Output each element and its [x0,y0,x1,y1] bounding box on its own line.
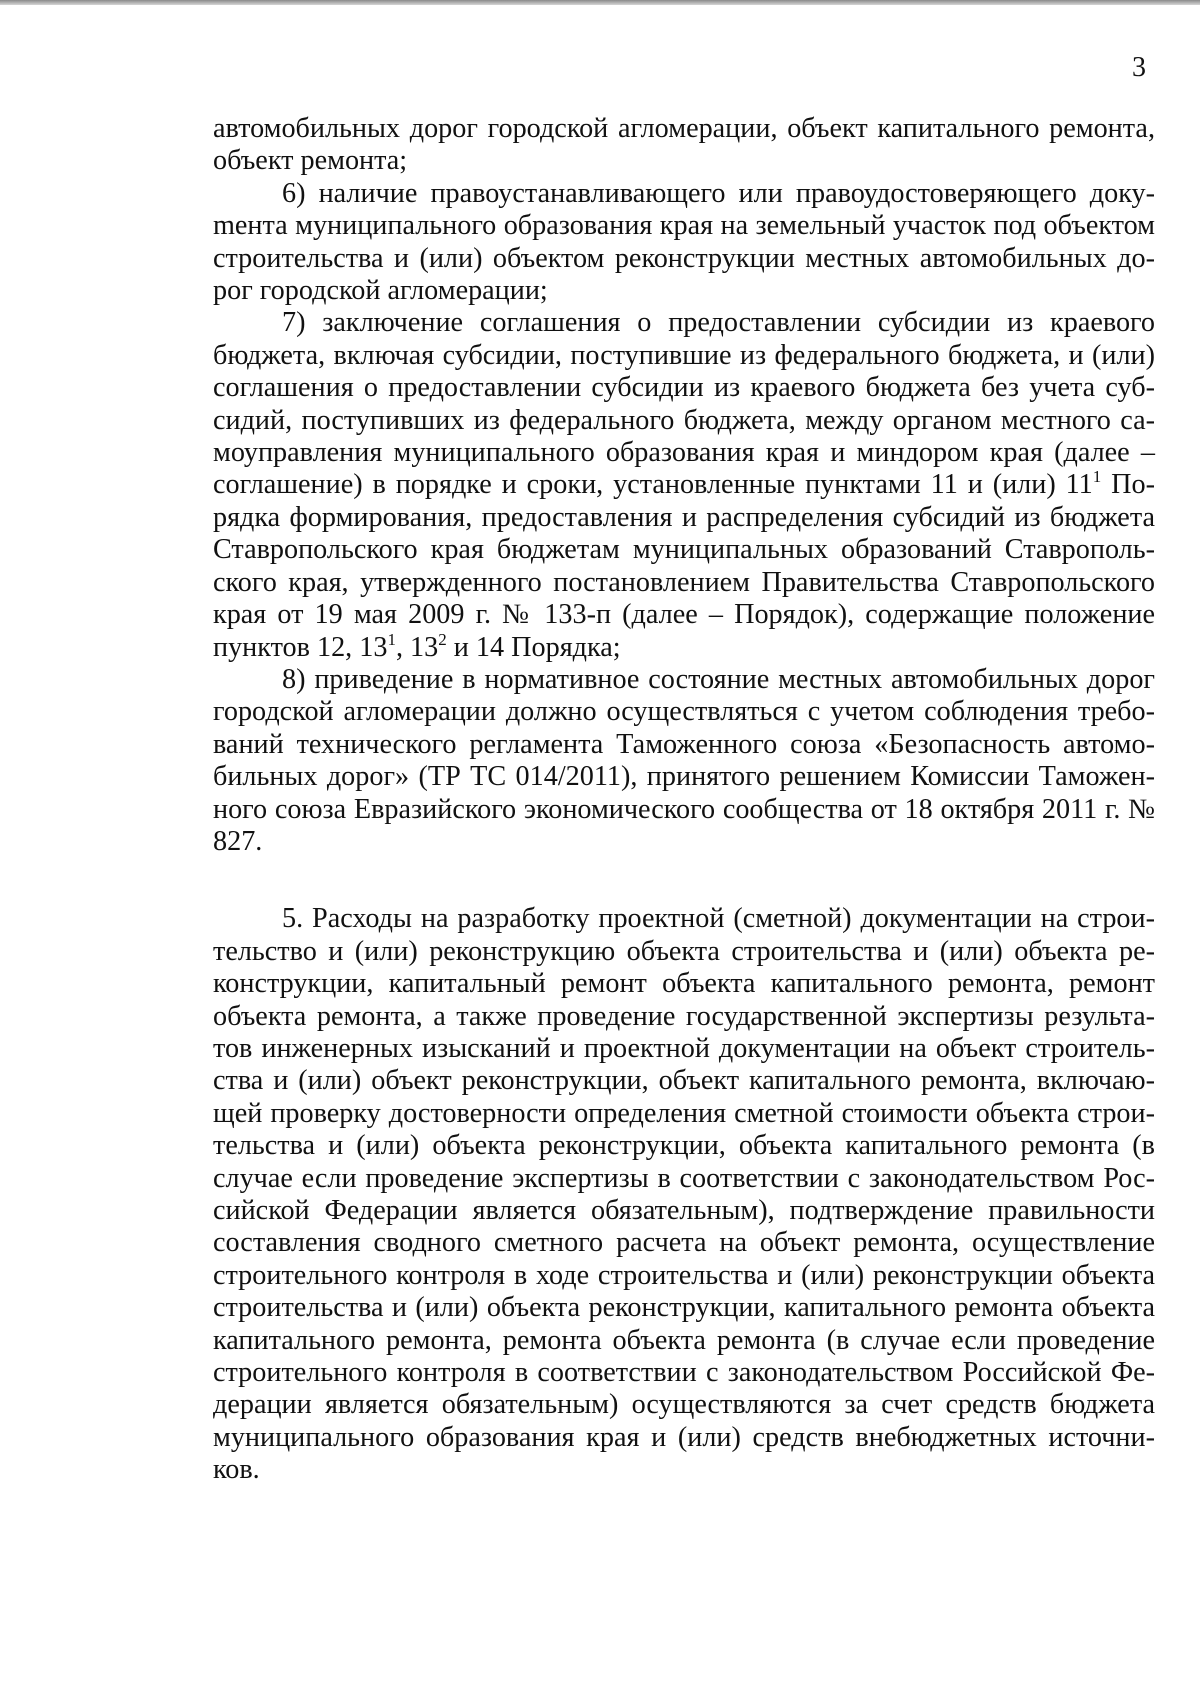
paragraph-continuation: автомобильных дорог городской агломерации, объект капитального ремонта, объект ремонта; [213,113,1155,177]
paragraph-item-7-part-d: и 14 Порядка; [446,631,621,663]
paragraph-item-7-part-c: , 13 [395,631,439,663]
paragraph-spacer [213,858,1155,903]
scan-top-edge [0,0,1200,5]
paragraph-item-7-part-b: Порядка формирования, предоставления и распределения субсидий из бюджета Ставропольского края бюджетам муниципальных образований Ставропольского края, утвержденного постановлением Правительства Ставропольского края от 19 мая 2009 г. № 133-п (далее – Порядок), содержащие положение пунктов 12, 13 [213,469,1155,663]
superscript-2: 1 [387,629,396,649]
superscript-1: 1 [1092,467,1102,487]
paragraph-item-8: 8) приведение в нормативное состояние местных автомобильных дорог городской агломерации должно осуществляться с учетом соблюдения требований технического регламента Таможенного союза «Безопасность автомобильных дорог» (ТР ТС 014/2011), принятого решением Комиссии Таможенного союза Евразийского экономического сообщества от 18 октября 2011 г. № 827. [213,663,1155,857]
paragraph-item-7 [213,307,1155,663]
paragraph-section-5: 5. Расходы на разработку проектной (сметной) документации на строительство и (или) реконструкцию объекта строительства и (или) объекта реконструкции, капитальный ремонт объекта капитального ремонта, ремонт объекта ремонта, а также проведение государственной экспертизы результатов инженерных изысканий и проектной документации на объект строительства и (или) объект реконструкции, объект капитального ремонта, включающей проверку достоверности определения сметной стоимости объекта строительства и (или) объекта реконструкции, объекта капитального ремонта (в случае если проведение экспертизы в соответствии с законодательством Российской Федерации является обязательным), подтверждение правильности составления сводного сметного расчета на объект ремонта, осуществление строительного контроля в ходе строительства и (или) реконструкции объекта строительства и (или) объекта реконструкции, капитального ремонта объекта капитального ремонта, ремонта объекта ремонта (в случае если проведение строительного контроля в соответствии с законодательством Российской Федерации является обязательным) осуществляются за счет средств бюджета муниципального образования края и (или) средств внебюджетных источников. [213,903,1155,1486]
page-number: 3 [1132,52,1146,83]
document-body [213,113,1155,1487]
superscript-3: 2 [438,629,447,649]
paragraph-item-7-part-a: 7) заключение соглашения о предоставлении субсидии из краевого бюджета, включая субсидии, поступившие из федерального бюджета, и (или) соглашения о предоставлении субсидии из краевого бюджета без учета субсидий, поступивших из федерального бюджета, между органом местного самоуправления муниципального образования края и миндором края (далее – соглашение) в порядке и сроки, установленные пунктами 11 и (или) 11 [213,307,1155,501]
paragraph-item-6: 6) наличие правоустанавливающего или правоудостоверяющего докуmента муниципального образования края на земельный участок под объектом строительства и (или) объектом реконструкции местных автомобильных дорог городской агломерации; [213,177,1155,307]
